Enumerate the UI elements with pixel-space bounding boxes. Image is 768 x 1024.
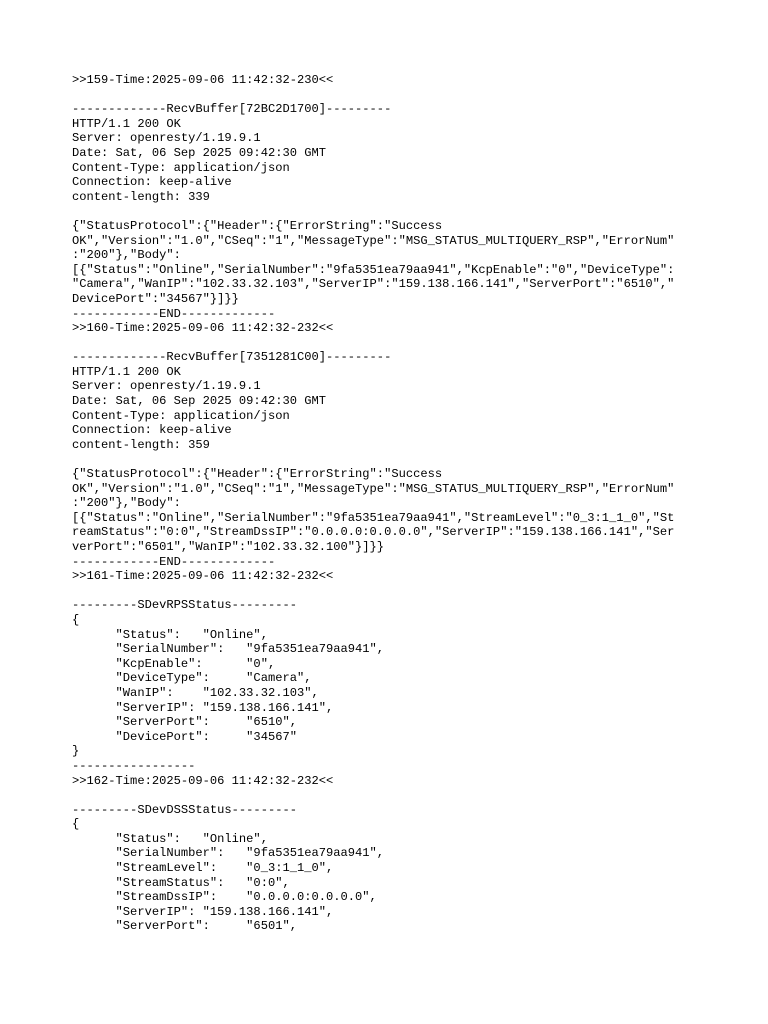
log-line: :"200"},"Body": (72, 248, 181, 263)
log-line: Date: Sat, 06 Sep 2025 09:42:30 GMT (72, 394, 327, 409)
log-line: } (72, 744, 80, 759)
log-line (72, 336, 712, 351)
log-line: Server: openresty/1.19.9.1 (72, 131, 261, 146)
log-line: Content-Type: application/json (72, 408, 290, 423)
log-line: Connection: keep-alive (72, 175, 232, 190)
log-line: Date: Sat, 06 Sep 2025 09:42:30 GMT (72, 145, 327, 160)
log-line: "KcpEnable": "0", (72, 656, 276, 671)
log-line (72, 584, 712, 599)
log-line: OK","Version":"1.0","CSeq":"1","MessageType":"MSG_STATUS_MULTIQUERY_RSP","ErrorNum" (72, 481, 675, 496)
log-line: Content-Type: application/json (72, 160, 290, 175)
log-line: {"StatusProtocol":{"Header":{"ErrorString":"Success (72, 218, 443, 233)
log-line: ----------------- (72, 758, 196, 773)
log-line: -------------RecvBuffer[7351281C00]--------- (72, 350, 392, 365)
log-line: [{"Status":"Online","SerialNumber":"9fa5351ea79aa941","StreamLevel":"0_3:1_1_0","St (72, 510, 675, 525)
log-line: "Status": "Online", (72, 627, 268, 642)
log-line: "SerialNumber": "9fa5351ea79aa941", (72, 642, 385, 657)
log-line: ---------SDevDSSStatus--------- (72, 802, 297, 817)
log-line: OK","Version":"1.0","CSeq":"1","MessageType":"MSG_STATUS_MULTIQUERY_RSP","ErrorNum" (72, 233, 675, 248)
log-line: ------------END------------- (72, 306, 276, 321)
log-line: "SerialNumber": "9fa5351ea79aa941", (72, 846, 385, 861)
log-line (72, 204, 712, 219)
log-text-view (72, 73, 712, 934)
log-line: -------------RecvBuffer[72BC2D1700]--------- (72, 102, 392, 117)
log-line: ------------END------------- (72, 554, 276, 569)
log-line (72, 452, 712, 467)
log-line: :"200"},"Body": (72, 496, 181, 511)
log-line: [{"Status":"Online","SerialNumber":"9fa5351ea79aa941","KcpEnable":"0","DeviceType": (72, 262, 675, 277)
log-line: "StreamDssIP": "0.0.0.0:0.0.0.0", (72, 890, 377, 905)
log-line: { (72, 612, 80, 627)
log-line: Connection: keep-alive (72, 423, 232, 438)
log-line: content-length: 359 (72, 437, 210, 452)
log-line: "DevicePort": "34567" (72, 729, 297, 744)
log-line: "ServerIP": "159.138.166.141", (72, 904, 334, 919)
log-line: >>160-Time:2025-09-06 11:42:32-232<< (72, 321, 334, 336)
log-line: HTTP/1.1 200 OK (72, 116, 181, 131)
log-line: "Status": "Online", (72, 831, 268, 846)
log-line: "ServerPort": "6510", (72, 715, 297, 730)
log-line: Server: openresty/1.19.9.1 (72, 379, 261, 394)
log-line: "WanIP": "102.33.32.103", (72, 685, 319, 700)
log-line: {"StatusProtocol":{"Header":{"ErrorString":"Success (72, 467, 443, 482)
log-line: { (72, 817, 80, 832)
log-line: reamStatus":"0:0","StreamDssIP":"0.0.0.0:0.0.0.0","ServerIP":"159.138.166.141","Ser (72, 525, 675, 540)
log-line: "StreamStatus": "0:0", (72, 875, 290, 890)
log-line: content-length: 339 (72, 189, 210, 204)
log-line: HTTP/1.1 200 OK (72, 364, 181, 379)
log-line: "ServerIP": "159.138.166.141", (72, 700, 334, 715)
log-line: ---------SDevRPSStatus--------- (72, 598, 297, 613)
log-line: "ServerPort": "6501", (72, 919, 297, 934)
log-line: >>159-Time:2025-09-06 11:42:32-230<< (72, 73, 334, 87)
log-line (72, 88, 712, 103)
log-line: "StreamLevel": "0_3:1_1_0", (72, 861, 334, 876)
log-line (72, 788, 712, 803)
log-line: "Camera","WanIP":"102.33.32.103","ServerIP":"159.138.166.141","ServerPort":"6510"," (72, 277, 675, 292)
log-line: verPort":"6501","WanIP":"102.33.32.100"}]}} (72, 540, 385, 554)
log-line: "DeviceType": "Camera", (72, 671, 312, 686)
log-line: DevicePort":"34567"}]}} (72, 291, 239, 306)
log-line: >>162-Time:2025-09-06 11:42:32-232<< (72, 773, 334, 788)
log-line: >>161-Time:2025-09-06 11:42:32-232<< (72, 569, 334, 584)
